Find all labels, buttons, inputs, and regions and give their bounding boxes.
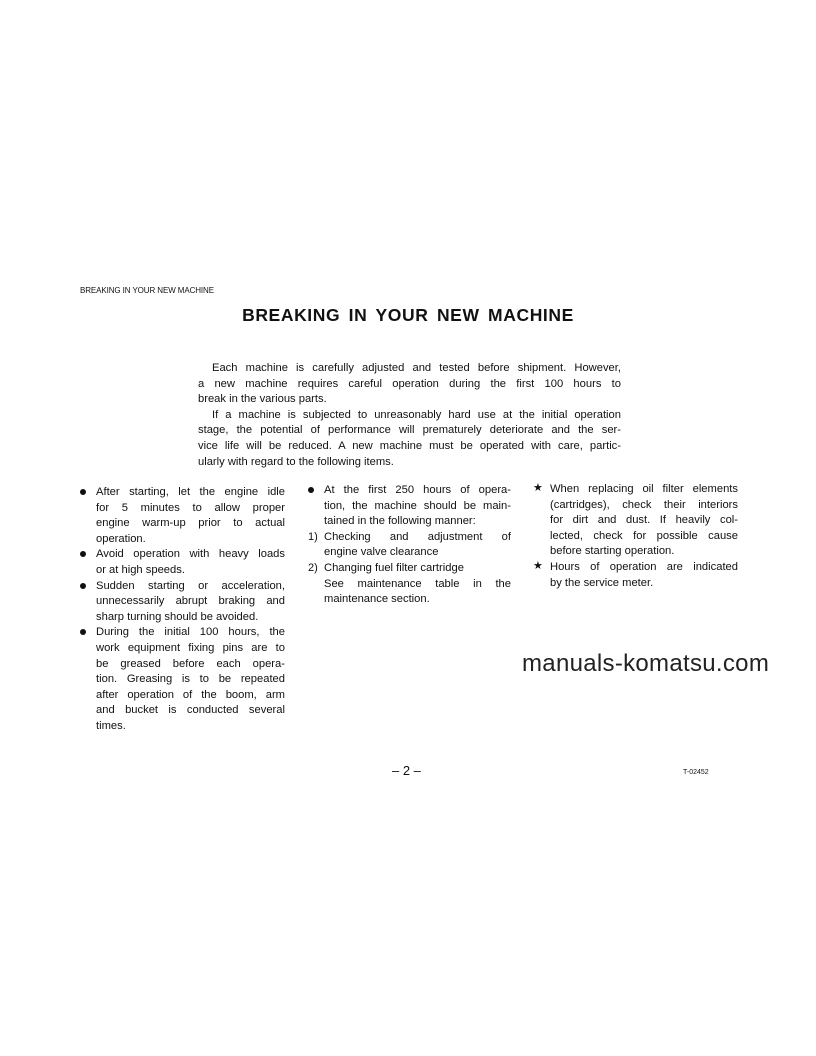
bullet-line: At the first 250 hours of opera- bbox=[324, 484, 511, 496]
watermark: manuals-komatsu.com bbox=[522, 650, 770, 677]
page-title: BREAKING IN YOUR NEW MACHINE bbox=[242, 305, 574, 325]
note-line: When replacing oil filter elements bbox=[550, 483, 738, 495]
note-line: maintenance section. bbox=[324, 593, 430, 606]
note-line: lected, check for possible cause bbox=[550, 529, 738, 542]
bullet-line: During the initial 100 hours, the bbox=[96, 626, 285, 639]
running-head: BREAKING IN YOUR NEW MACHINE bbox=[80, 286, 214, 295]
list-line: Changing fuel filter cartridge bbox=[324, 562, 464, 574]
note-line: for dirt and dust. If heavily col- bbox=[550, 514, 738, 527]
bullet-line: after operation of the boom, arm bbox=[96, 688, 285, 701]
intro-line: vice life will be reduced. A new machine must be operated with care, partic- bbox=[198, 440, 621, 452]
bullet-line: tion, the machine should be main- bbox=[324, 499, 511, 512]
bullet-line: for 5 minutes to allow proper bbox=[96, 501, 285, 514]
bullet-line: Avoid operation with heavy loads bbox=[96, 548, 285, 561]
page-number: – 2 – bbox=[392, 763, 421, 778]
bullet-line: or at high speeds. bbox=[96, 564, 185, 576]
note-line: by the service meter. bbox=[550, 576, 654, 589]
intro-line: Each machine is carefully adjusted and tested before shipment. However, bbox=[212, 362, 621, 374]
bullet-line: engine warm-up prior to actual bbox=[96, 517, 285, 530]
figure-code: T-02452 bbox=[683, 769, 709, 776]
list-number: 1) bbox=[308, 530, 318, 543]
list-line: Checking and adjustment of bbox=[324, 530, 511, 543]
bullet-icon bbox=[308, 487, 314, 493]
intro-line: stage, the potential of performance will prematurely deteriorate and the ser- bbox=[198, 424, 621, 437]
note-line: (cartridges), check their interiors bbox=[550, 498, 738, 511]
intro-line: a new machine requires careful operation during the first 100 hours to bbox=[198, 377, 621, 390]
list-line: engine valve clearance bbox=[324, 546, 439, 559]
bullet-line: sharp turning should be avoided. bbox=[96, 610, 259, 623]
bullet-line: be greased before each opera- bbox=[96, 657, 285, 670]
bullet-line: work equipment fixing pins are to bbox=[96, 642, 285, 654]
bullet-line: tion. Greasing is to be repeated bbox=[96, 673, 285, 686]
bullet-line: tained in the following manner: bbox=[324, 515, 476, 528]
bullet-icon bbox=[80, 583, 86, 589]
intro-line: ularly with regard to the following items. bbox=[198, 455, 394, 468]
bullet-line: After starting, let the engine idle bbox=[96, 486, 285, 498]
bullet-icon bbox=[80, 551, 86, 557]
bullet-line: Sudden starting or acceleration, bbox=[96, 579, 285, 592]
star-icon: ★ bbox=[533, 482, 543, 494]
bullet-line: and bucket is conducted several bbox=[96, 704, 285, 717]
list-number: 2) bbox=[308, 562, 318, 574]
note-line: See maintenance table in the bbox=[324, 577, 511, 590]
star-icon: ★ bbox=[533, 560, 543, 572]
intro-line: If a machine is subjected to unreasonably hard use at the initial operation bbox=[212, 408, 621, 421]
note-line: Hours of operation are indicated bbox=[550, 561, 738, 573]
intro-line: break in the various parts. bbox=[198, 393, 327, 406]
bullet-icon bbox=[80, 489, 86, 495]
bullet-line: unnecessarily abrupt braking and bbox=[96, 595, 285, 608]
note-line: before starting operation. bbox=[550, 545, 675, 558]
bullet-line: operation. bbox=[96, 532, 146, 545]
bullet-icon bbox=[80, 629, 86, 635]
bullet-line: times. bbox=[96, 720, 126, 732]
